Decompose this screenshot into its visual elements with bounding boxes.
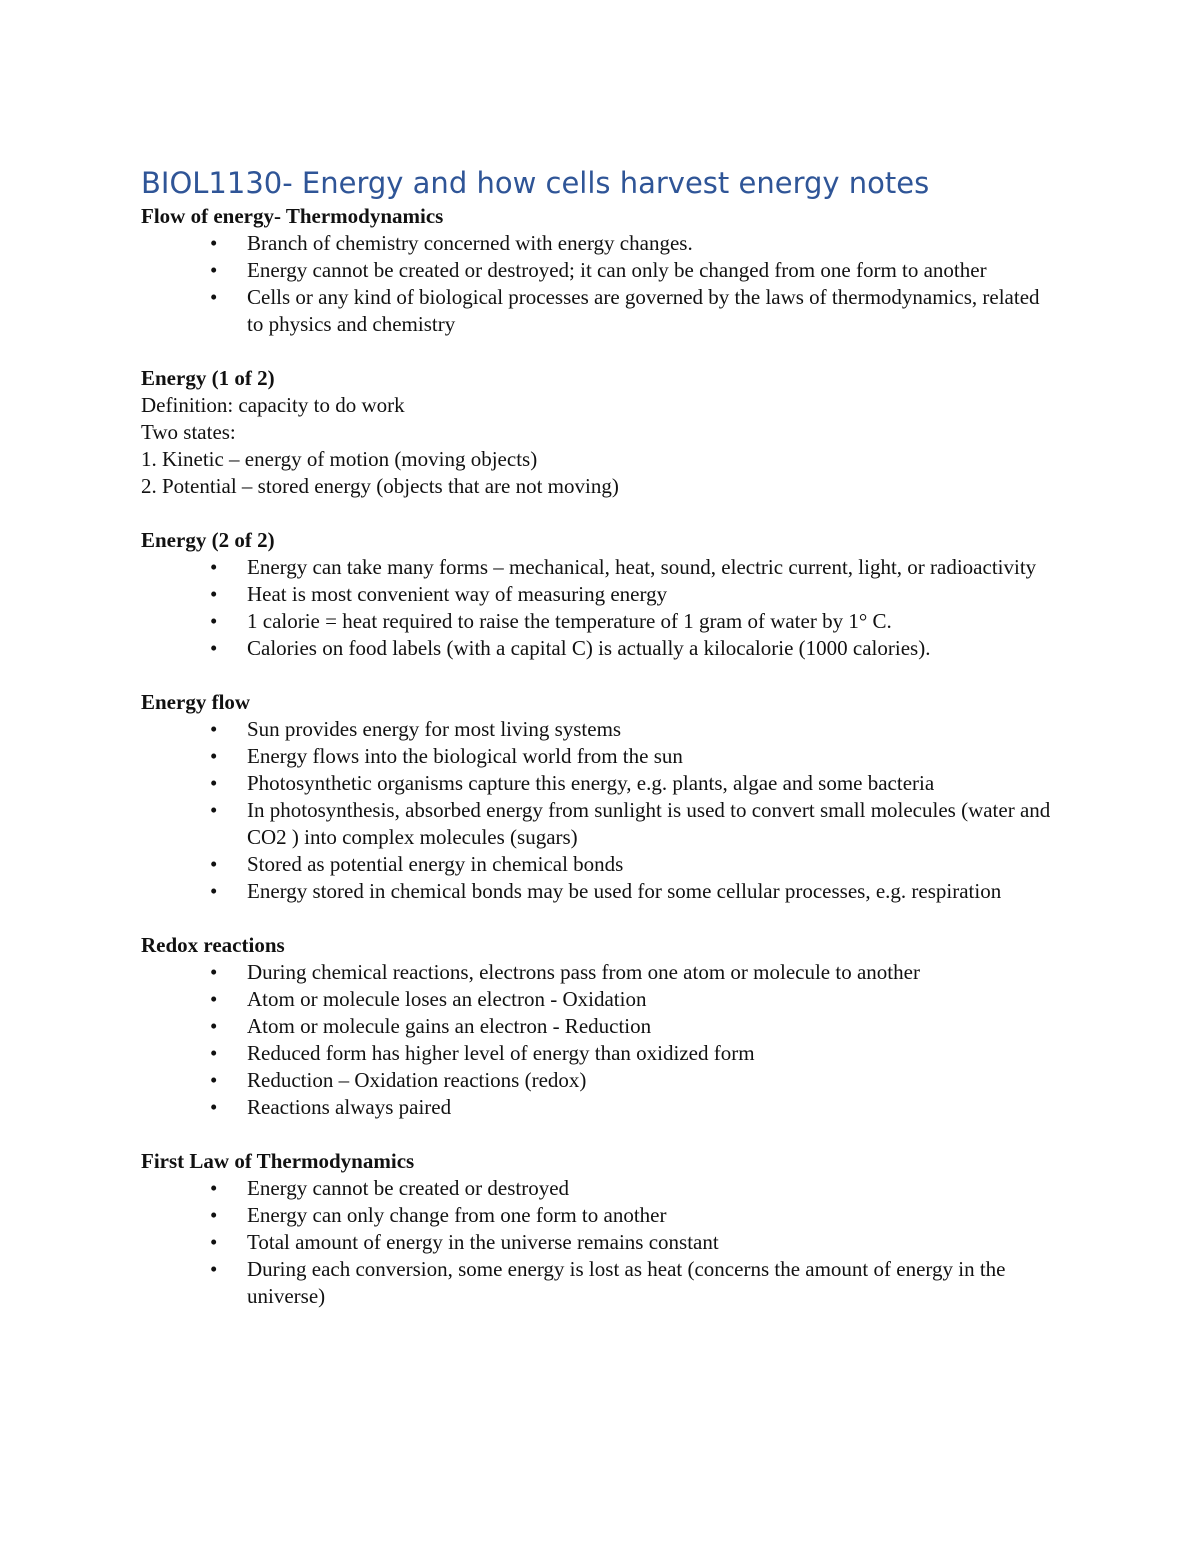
list-item: [141, 1067, 1061, 1094]
list-item-text: Photosynthetic organisms capture this energy, e.g. plants, algae and some bacteria: [247, 771, 935, 795]
bullet-list: [141, 959, 1061, 1121]
bullet-icon: •: [210, 1203, 218, 1227]
bullet-list: [141, 716, 1061, 905]
list-item-text: Reduction – Oxidation reactions (redox): [247, 1068, 587, 1092]
bullet-icon: •: [210, 744, 218, 768]
section-heading: Energy (2 of 2): [141, 528, 275, 552]
bullet-icon: •: [210, 1014, 218, 1038]
list-item-text: Branch of chemistry concerned with energy changes.: [247, 231, 693, 255]
list-item-text: During each conversion, some energy is lost as heat (concerns the amount of energy in the universe): [247, 1257, 1006, 1308]
bullet-icon: •: [210, 987, 218, 1011]
list-item-text: Reactions always paired: [247, 1095, 452, 1119]
list-item: [141, 1256, 1061, 1310]
section-heading: Energy (1 of 2): [141, 366, 275, 390]
list-item-text: 1 calorie = heat required to raise the temperature of 1 gram of water by 1° C.: [247, 609, 892, 633]
list-item: [141, 230, 1061, 257]
section: [141, 1148, 1061, 1310]
list-item: [141, 878, 1061, 905]
list-item-text: Total amount of energy in the universe remains constant: [247, 1230, 719, 1254]
bullet-icon: •: [210, 879, 218, 903]
list-item-text: Sun provides energy for most living systems: [247, 717, 622, 741]
bullet-icon: •: [210, 582, 218, 606]
bullet-icon: •: [210, 1257, 218, 1281]
list-item-text: Calories on food labels (with a capital C) is actually a kilocalorie (1000 calories).: [247, 636, 931, 660]
list-item: [141, 851, 1061, 878]
text-line: Definition: capacity to do work: [141, 393, 405, 417]
list-item: [141, 986, 1061, 1013]
bullet-icon: •: [210, 1230, 218, 1254]
bullet-list: [141, 554, 1061, 662]
bullet-icon: •: [210, 231, 218, 255]
list-item: [141, 743, 1061, 770]
sections-container: [141, 203, 1061, 1310]
section: [141, 365, 1061, 500]
list-item: [141, 284, 1061, 338]
bullet-icon: •: [210, 717, 218, 741]
section: [141, 203, 1061, 338]
bullet-icon: •: [210, 852, 218, 876]
list-item-text: Stored as potential energy in chemical bonds: [247, 852, 624, 876]
section: [141, 689, 1061, 905]
list-item-text: In photosynthesis, absorbed energy from sunlight is used to convert small molecules (water and CO2 ) into complex molecules (sugars): [247, 798, 1051, 849]
document-body: [141, 163, 1061, 1337]
document-title: BIOL1130- Energy and how cells harvest energy notes: [141, 166, 930, 200]
list-item-text: Reduced form has higher level of energy than oxidized form: [247, 1041, 755, 1065]
list-item: [141, 554, 1061, 581]
bullet-icon: •: [210, 636, 218, 660]
bullet-icon: •: [210, 1068, 218, 1092]
list-item-text: Atom or molecule loses an electron - Oxidation: [247, 987, 647, 1011]
list-item-text: Energy cannot be created or destroyed: [247, 1176, 570, 1200]
text-line: 1. Kinetic – energy of motion (moving objects): [141, 447, 538, 471]
list-item: [141, 1013, 1061, 1040]
list-item: [141, 797, 1061, 851]
section-heading: Flow of energy- Thermodynamics: [141, 204, 444, 228]
list-item-text: Atom or molecule gains an electron - Reduction: [247, 1014, 652, 1038]
text-line: Two states:: [141, 420, 236, 444]
list-item-text: Energy cannot be created or destroyed; it can only be changed from one form to another: [247, 258, 987, 282]
list-item-text: Energy can only change from one form to another: [247, 1203, 667, 1227]
section: [141, 932, 1061, 1121]
bullet-icon: •: [210, 609, 218, 633]
bullet-list: [141, 230, 1061, 338]
list-item-text: Cells or any kind of biological processes are governed by the laws of thermodynamics, related to physics and chemistry: [247, 285, 1040, 336]
bullet-icon: •: [210, 1041, 218, 1065]
bullet-icon: •: [210, 1095, 218, 1119]
list-item: [141, 608, 1061, 635]
list-item: [141, 257, 1061, 284]
list-item: [141, 635, 1061, 662]
list-item: [141, 770, 1061, 797]
list-item: [141, 959, 1061, 986]
bullet-icon: •: [210, 258, 218, 282]
list-item: [141, 1175, 1061, 1202]
list-item: [141, 1229, 1061, 1256]
list-item-text: Heat is most convenient way of measuring energy: [247, 582, 668, 606]
list-item: [141, 1040, 1061, 1067]
list-item: [141, 1094, 1061, 1121]
list-item-text: Energy can take many forms – mechanical, heat, sound, electric current, light, or radioactivity: [247, 555, 1037, 579]
list-item: [141, 1202, 1061, 1229]
section-heading: Redox reactions: [141, 933, 285, 957]
text-line: 2. Potential – stored energy (objects that are not moving): [141, 474, 619, 498]
bullet-icon: •: [210, 1176, 218, 1200]
list-item: [141, 716, 1061, 743]
section-heading: First Law of Thermodynamics: [141, 1149, 415, 1173]
section: [141, 527, 1061, 662]
bullet-icon: •: [210, 555, 218, 579]
bullet-icon: •: [210, 771, 218, 795]
section-heading: Energy flow: [141, 690, 251, 714]
bullet-icon: •: [210, 960, 218, 984]
list-item-text: During chemical reactions, electrons pass from one atom or molecule to another: [247, 960, 920, 984]
list-item-text: Energy flows into the biological world from the sun: [247, 744, 683, 768]
list-item: [141, 581, 1061, 608]
bullet-list: [141, 1175, 1061, 1310]
list-item-text: Energy stored in chemical bonds may be used for some cellular processes, e.g. respiration: [247, 879, 1002, 903]
bullet-icon: •: [210, 798, 218, 822]
bullet-icon: •: [210, 285, 218, 309]
